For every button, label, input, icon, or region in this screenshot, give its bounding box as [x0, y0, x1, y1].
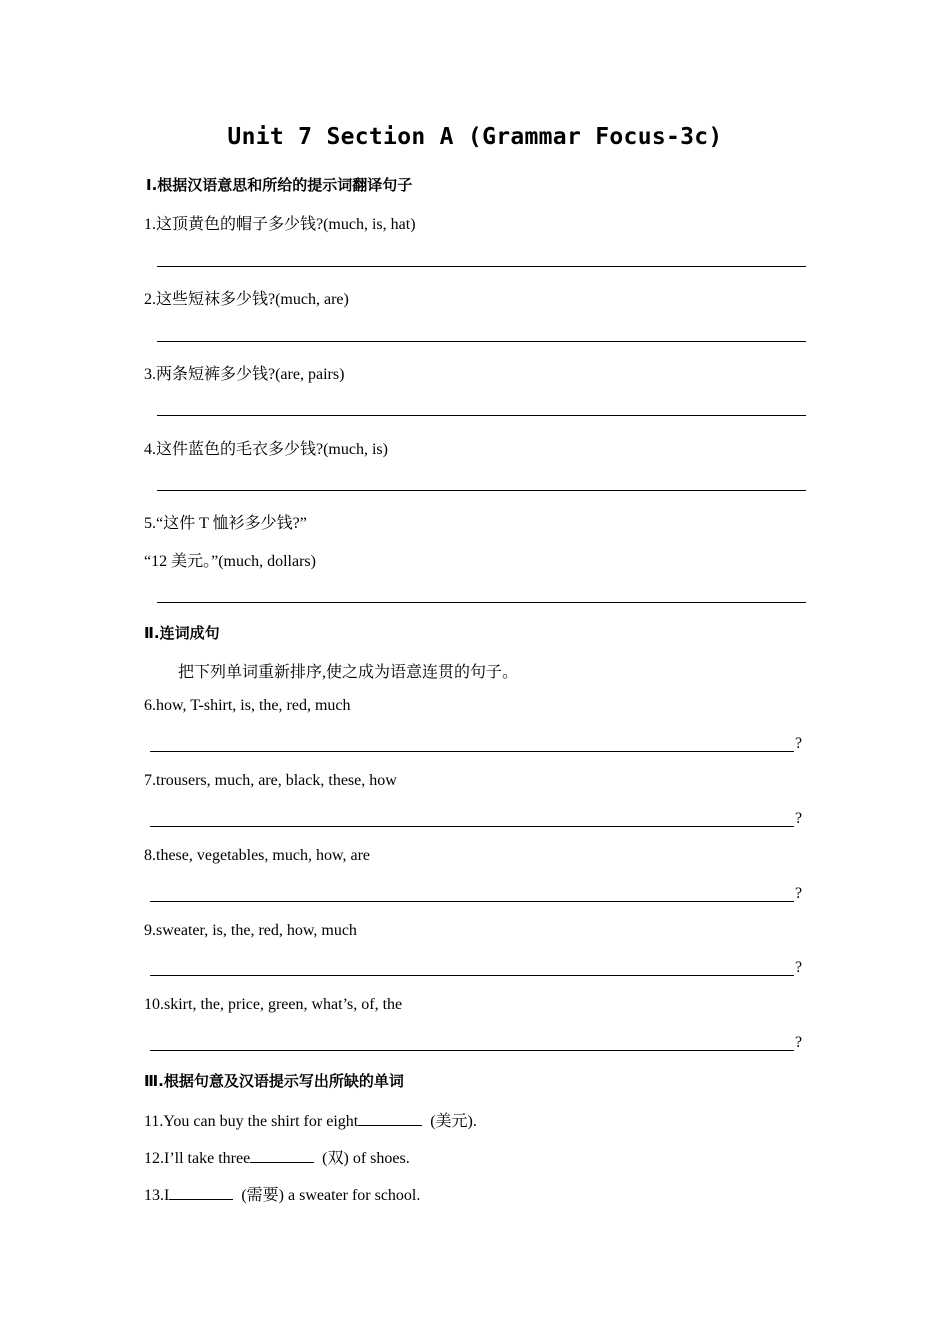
question-13 — [144, 1182, 420, 1205]
answer-line-7[interactable] — [150, 826, 794, 827]
question-6: 6.how, T-shirt, is, the, red, much — [144, 697, 351, 714]
question-mark-8: ? — [795, 885, 803, 902]
question-11-text-before: 11.You can buy the shirt for eight — [144, 1113, 359, 1130]
question-5-answer-prompt: “12 美元。”(much, dollars) — [144, 553, 316, 570]
question-13-text-after: (需要) a sweater for school. — [237, 1187, 421, 1204]
answer-line-10[interactable] — [150, 1050, 794, 1051]
answer-line-6[interactable] — [150, 751, 794, 752]
question-12-text-after: (双) of shoes. — [318, 1150, 410, 1167]
answer-line-1[interactable] — [157, 266, 806, 267]
question-12 — [144, 1145, 410, 1168]
question-mark-6: ? — [795, 735, 803, 752]
question-12-text-before: 12.I’ll take three — [144, 1150, 251, 1167]
question-11 — [144, 1108, 477, 1131]
answer-line-4[interactable] — [157, 490, 806, 491]
answer-line-3[interactable] — [157, 415, 806, 416]
answer-line-8[interactable] — [150, 901, 794, 902]
question-8: 8.these, vegetables, much, how, are — [144, 847, 370, 864]
section-3-heading: Ⅲ.根据句意及汉语提示写出所缺的单词 — [144, 1072, 404, 1090]
blank-11[interactable] — [358, 1111, 422, 1126]
question-7: 7.trousers, much, are, black, these, how — [144, 772, 397, 789]
question-11-text-after: (美元). — [426, 1113, 477, 1130]
question-mark-7: ? — [795, 810, 803, 827]
question-mark-10: ? — [795, 1034, 803, 1051]
section-1-heading: Ⅰ.根据汉语意思和所给的提示词翻译句子 — [146, 176, 413, 194]
answer-line-5[interactable] — [157, 602, 806, 603]
blank-12[interactable] — [250, 1148, 314, 1163]
question-10: 10.skirt, the, price, green, what’s, of, the — [144, 996, 403, 1013]
page-title: Unit 7 Section A (Grammar Focus-3c) — [227, 124, 723, 150]
section-2-heading: Ⅱ.连词成句 — [144, 624, 220, 642]
question-4: 4.这件蓝色的毛衣多少钱?(much, is) — [144, 441, 388, 458]
question-3: 3.两条短裤多少钱?(are, pairs) — [144, 366, 345, 383]
question-2: 2.这些短袜多少钱?(much, are) — [144, 291, 349, 308]
section-2-instruction: 把下列单词重新排序,使之成为语意连贯的句子。 — [178, 664, 519, 681]
answer-line-9[interactable] — [150, 975, 794, 976]
blank-13[interactable] — [169, 1185, 233, 1200]
question-mark-9: ? — [795, 959, 803, 976]
question-5: 5.“这件 T 恤衫多少钱?” — [144, 515, 307, 532]
question-1: 1.这顶黄色的帽子多少钱?(much, is, hat) — [144, 216, 416, 233]
answer-line-2[interactable] — [157, 341, 806, 342]
question-9: 9.sweater, is, the, red, how, much — [144, 922, 357, 939]
question-13-text-before: 13.I — [144, 1187, 170, 1204]
